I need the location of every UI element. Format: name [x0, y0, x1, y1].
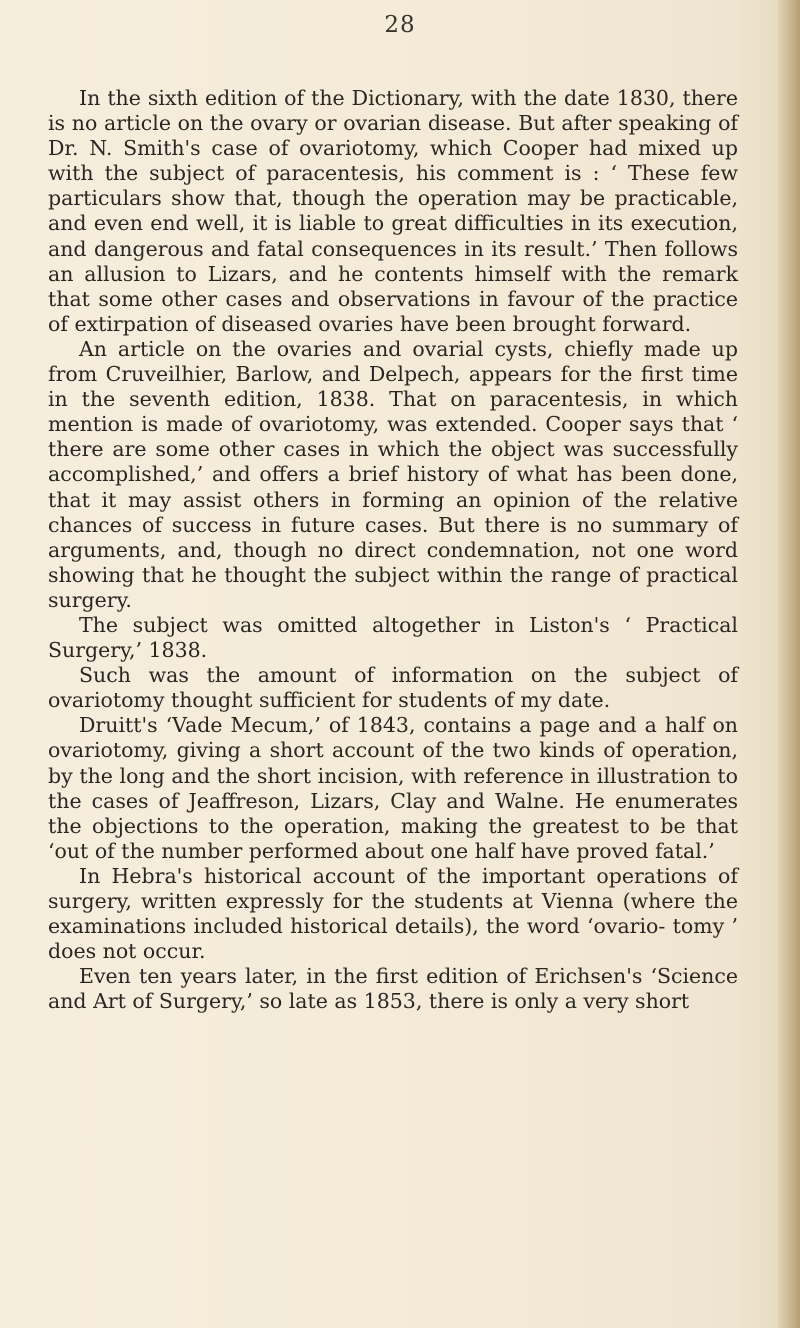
page-edge: [778, 0, 800, 1328]
paragraph-dictionary-sixth-edition: In the sixth edition of the Dictionary, with the date 1830, there is no article on the ovary or ovarian disease. But after speaking of Dr. N. Smith's case of ovariotomy, which Cooper had mixed up with the subject of paracentesis, his comment is : ‘ These few particulars show that, though the operation may be practicable, and even end well, it is liable to great difficulties in its execution, and dangerous and fatal consequences in its result.’ Then follows an allusion to Lizars, and he contents himself with the remark that some other cases and observations in favour of the practice of extirpation of diseased ovaries have been brought forward.: [48, 86, 738, 336]
paragraph-druitt: Druitt's ‘Vade Mecum,’ of 1843, contains a page and a half on ovariotomy, giving a short account of the two kinds of operation, by the long and the short incision, with reference in illustration to the cases of Jeaffreson, Lizars, Clay and Walne. He enumerates the objections to the operation, making the greatest to be that ‘out of the number performed about one half have proved fatal.’: [48, 713, 738, 863]
paragraph-liston: The subject was omitted altogether in Liston's ‘ Practical Surgery,’ 1838.: [48, 612, 738, 663]
body-text: [48, 86, 738, 1014]
paragraph-seventh-edition: An article on the ovaries and ovarial cysts, chiefly made up from Cruveilhier, Barlow, and Delpech, appears for the first time in the seventh edition, 1838. That on paracentesis, in which mention is made of ovariotomy, was extended. Cooper says that ‘ there are some other cases in which the object was successfully accomplished,’ and offers a brief history of what has been done, that it may assist others in forming an opinion of the relative chances of success in future cases. But there is no summary of arguments, and, though no direct condemnation, not one word showing that he thought the subject within the range of practical surgery.: [48, 336, 738, 612]
paragraph-students-information: Such was the amount of information on the subject of ovariotomy thought sufficient for students of my date.: [48, 663, 738, 713]
page-number: 28: [384, 12, 416, 38]
paragraph-hebra: In Hebra's historical account of the important operations of surgery, written expressly for the students at Vienna (where the examinations included historical details), the word ‘ovario- tomy ’ does not occur.: [48, 863, 738, 964]
paragraph-erichsen: Even ten years later, in the first edition of Erichsen's ‘Science and Art of Surgery,’ so late as 1853, there is only a very short: [48, 964, 738, 1014]
